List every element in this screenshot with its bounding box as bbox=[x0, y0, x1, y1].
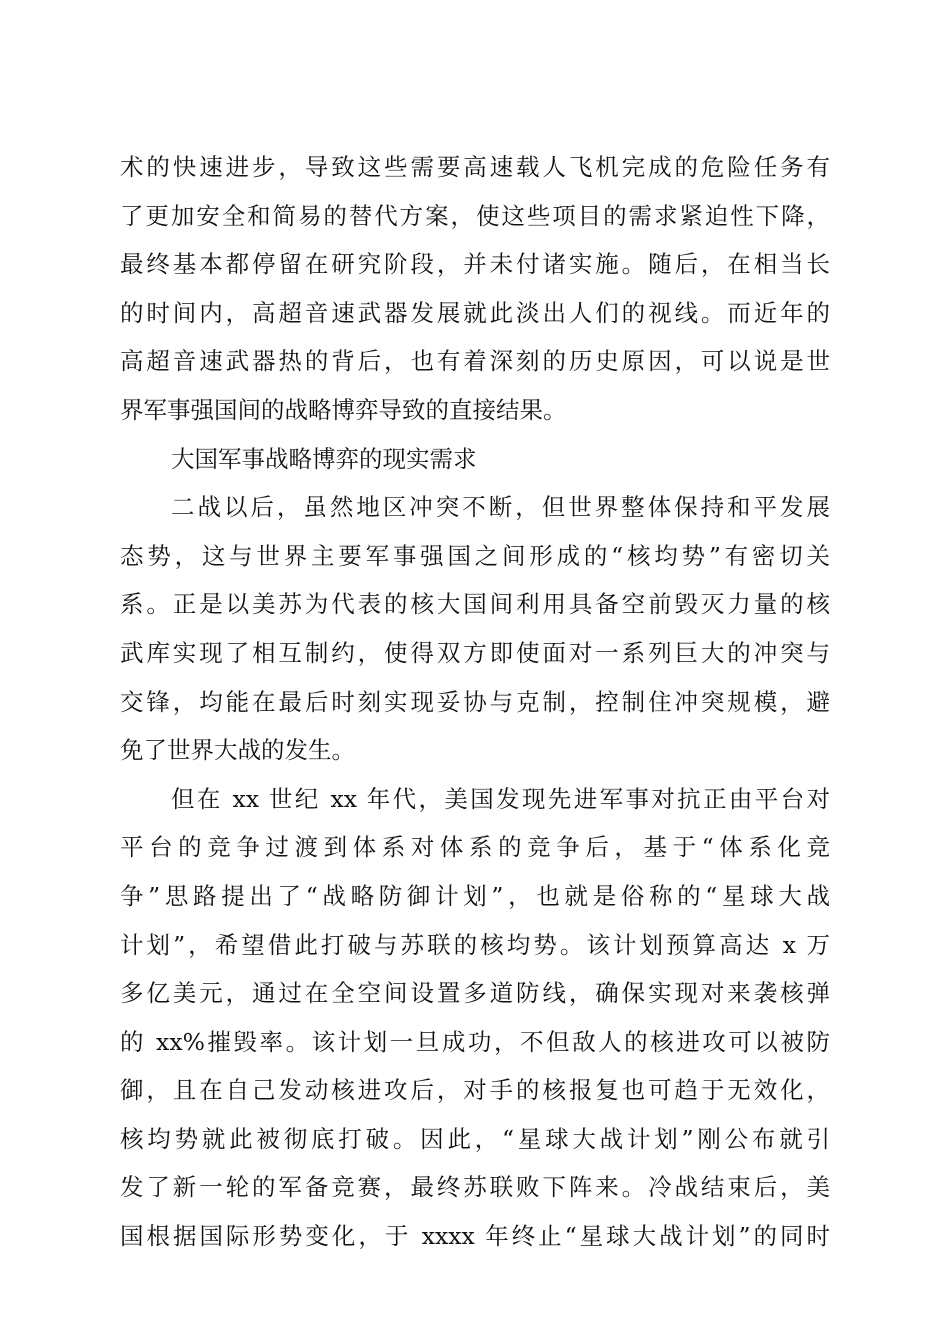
text-line: 争”思路提出了“战略防御计划”，也就是俗称的“星球大战 bbox=[120, 881, 830, 910]
text-line: 平台的竞争过渡到体系对体系的竞争后，基于“体系化竞 bbox=[120, 833, 830, 862]
text-line: 发了新一轮的军备竞赛，最终苏联败下阵来。冷战结束后，美 bbox=[120, 1173, 830, 1202]
section-heading: 大国军事战略博弈的现实需求 bbox=[171, 444, 477, 473]
text-line: 界军事强国间的战略博弈导致的直接结果。 bbox=[120, 395, 567, 424]
text-line: 御，且在自己发动核进攻后，对手的核报复也可趋于无效化， bbox=[120, 1076, 830, 1105]
text-line: 系。正是以美苏为代表的核大国间利用具备空前毁灭力量的核 bbox=[120, 590, 830, 619]
text-line: 武库实现了相互制约，使得双方即使面对一系列巨大的冲突与 bbox=[120, 638, 830, 667]
paragraph-first-line: 二战以后，虽然地区冲突不断，但世界整体保持和平发展 bbox=[171, 493, 830, 522]
text-line: 的 xx%摧毁率。该计划一旦成功，不但敌人的核进攻可以被防 bbox=[120, 1027, 830, 1056]
text-line: 的时间内，高超音速武器发展就此淡出人们的视线。而近年的 bbox=[120, 298, 830, 327]
text-line: 免了世界大战的发生。 bbox=[120, 736, 355, 765]
body-text bbox=[120, 143, 830, 1261]
text-line: 态势，这与世界主要军事强国之间形成的“核均势”有密切关 bbox=[120, 541, 830, 570]
text-line: 多亿美元，通过在全空间设置多道防线，确保实现对来袭核弹 bbox=[120, 979, 830, 1008]
text-line: 交锋，均能在最后时刻实现妥协与克制，控制住冲突规模，避 bbox=[120, 687, 830, 716]
paragraph-first-line: 但在 xx 世纪 xx 年代，美国发现先进军事对抗正由平台对 bbox=[171, 784, 830, 813]
text-line: 术的快速进步，导致这些需要高速载人飞机完成的危险任务有 bbox=[120, 153, 830, 181]
text-line: 最终基本都停留在研究阶段，并未付诸实施。随后，在相当长 bbox=[120, 250, 830, 279]
text-line: 了更加安全和简易的替代方案，使这些项目的需求紧迫性下降， bbox=[120, 201, 830, 230]
text-line: 国根据国际形势变化，于 xxxx 年终止“星球大战计划”的同时 bbox=[120, 1222, 830, 1251]
text-line: 高超音速武器热的背后，也有着深刻的历史原因，可以说是世 bbox=[120, 347, 830, 376]
text-line: 计划”，希望借此打破与苏联的核均势。该计划预算高达 x 万 bbox=[120, 930, 830, 959]
text-line: 核均势就此被彻底打破。因此，“星球大战计划”刚公布就引 bbox=[120, 1124, 830, 1153]
